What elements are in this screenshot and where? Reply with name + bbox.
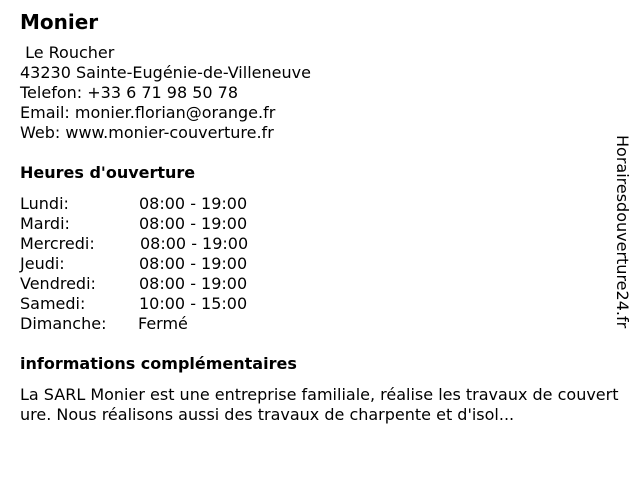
- web-line: Web: www.monier-couverture.fr: [20, 123, 274, 142]
- day-label: Dimanche:: [20, 314, 107, 333]
- time-value: 08:00 - 19:00: [140, 234, 249, 253]
- time-value: 08:00 - 19:00: [139, 214, 248, 233]
- additional-info-heading: informations complémentaires: [20, 354, 297, 373]
- time-value: 08:00 - 19:00: [139, 274, 248, 293]
- time-value: 10:00 - 15:00: [139, 294, 248, 313]
- opening-hours-heading: Heures d'ouverture: [20, 163, 196, 182]
- time-value: 08:00 - 19:00: [139, 194, 248, 213]
- day-label: Lundi:: [20, 194, 69, 213]
- additional-info-text: La SARL Monier est une entreprise familiale, réalise les travaux de couverture. Nous réalisons aussi des travaux de charpente et d'isol...: [20, 385, 619, 424]
- day-label: Samedi:: [20, 294, 86, 313]
- business-name: Monier: [20, 10, 99, 34]
- site-watermark: Horairesdouverture24.fr: [613, 135, 632, 329]
- contact-block: [20, 43, 311, 143]
- day-label: Jeudi:: [20, 254, 65, 273]
- day-label: Vendredi:: [20, 274, 96, 293]
- day-label: Mercredi:: [20, 234, 95, 253]
- time-value: 08:00 - 19:00: [139, 254, 248, 273]
- time-value: Fermé: [138, 314, 188, 333]
- email-line: Email: monier.florian@orange.fr: [20, 103, 276, 122]
- day-label: Mardi:: [20, 214, 70, 233]
- phone-line: Telefon: +33 6 71 98 50 78: [20, 83, 239, 102]
- street-address: Le Roucher: [20, 43, 115, 62]
- city-address: 43230 Sainte-Eugénie-de-Villeneuve: [20, 63, 311, 82]
